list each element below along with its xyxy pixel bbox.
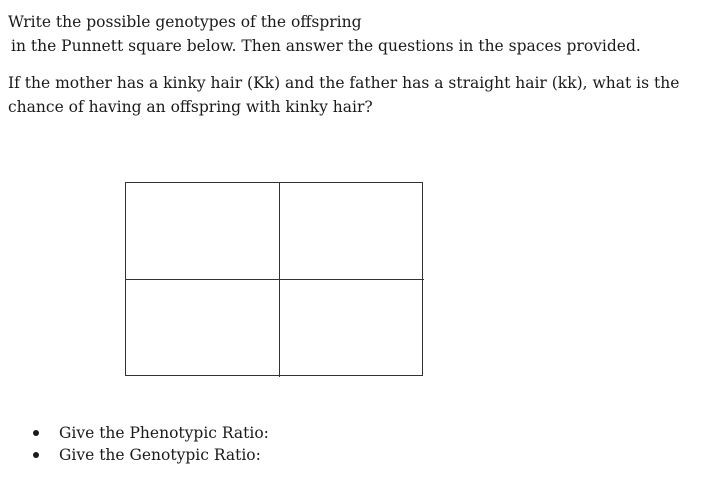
punnett-square — [125, 182, 423, 376]
phenotypic-ratio-prompt: Give the Phenotypic Ratio: — [59, 424, 269, 442]
punnett-cell-bottom-left[interactable] — [126, 280, 280, 377]
punnett-cell-top-right[interactable] — [280, 183, 424, 280]
ratio-prompts-list — [30, 422, 269, 466]
instruction-line-2: in the Punnett square below. Then answer the questions in the spaces provided. — [11, 37, 641, 55]
bullet-icon — [33, 430, 39, 436]
list-item — [30, 422, 269, 444]
bullet-icon — [33, 452, 39, 458]
punnett-cell-bottom-right[interactable] — [280, 280, 424, 377]
list-item — [30, 444, 269, 466]
instruction-line-1: Write the possible genotypes of the offspring — [8, 13, 362, 31]
punnett-cell-top-left[interactable] — [126, 183, 280, 280]
question-line-2: chance of having an offspring with kinky hair? — [8, 98, 373, 116]
genotypic-ratio-prompt: Give the Genotypic Ratio: — [59, 446, 261, 464]
question-line-1: If the mother has a kinky hair (Kk) and the father has a straight hair (kk), what is the — [8, 74, 680, 92]
